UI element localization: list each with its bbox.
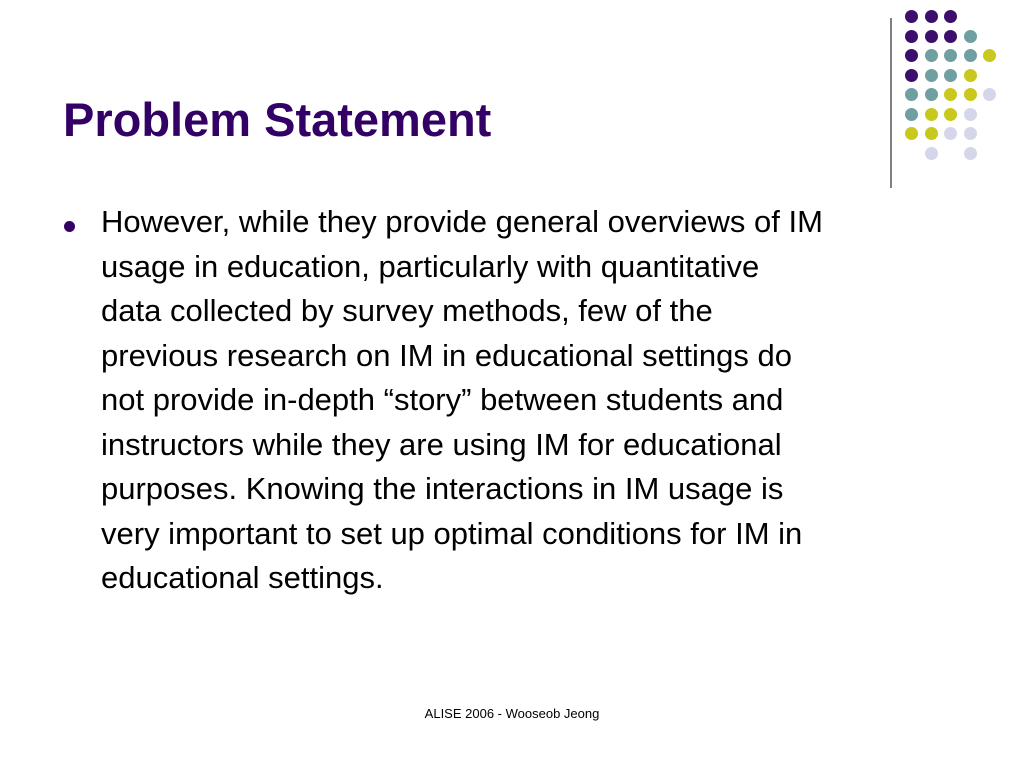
decorative-dot-icon [925,49,938,62]
decorative-dot-icon [905,88,918,101]
decorative-dot-icon [925,147,938,160]
title-divider-line [890,18,892,188]
decorative-dot-icon [944,10,957,23]
slide-title: Problem Statement [63,93,492,146]
bullet-line: very important to set up optimal conditions for IM in [101,515,803,551]
decorative-dot-icon [944,30,957,43]
decorative-dot-icon [905,49,918,62]
decorative-dot-icon [964,108,977,121]
decorative-dot-icon [905,10,918,23]
decorative-dot-icon [925,108,938,121]
decorative-dot-icon [905,30,918,43]
bullet-icon [64,221,75,232]
decorative-dot-icon [964,127,977,140]
bullet-line: educational settings. [101,560,384,595]
decorative-dot-icon [944,69,957,82]
decorative-dot-grid [905,10,1005,170]
decorative-dot-icon [944,88,957,101]
slide-footer: ALISE 2006 - Wooseob Jeong [424,706,600,721]
decorative-dot-icon [905,108,918,121]
decorative-dot-icon [925,10,938,23]
decorative-dot-icon [944,127,957,140]
decorative-dot-icon [964,88,977,101]
bullet-line: usage in education, particularly with quantitative [101,248,760,284]
decorative-dot-icon [905,69,918,82]
bullet-line: However, while they provide general overviews of IM [101,204,823,239]
bullet-line: previous research on IM in educational settings do [101,337,793,373]
decorative-dot-icon [964,30,977,43]
decorative-dot-icon [905,127,918,140]
bullet-line: purposes. Knowing the interactions in IM usage is [101,471,784,506]
decorative-dot-icon [944,108,957,121]
bullet-text [101,200,981,601]
decorative-dot-icon [964,49,977,62]
decorative-dot-icon [925,127,938,140]
decorative-dot-icon [964,69,977,82]
bullet-line: not provide in-depth “story” between students and [101,382,784,417]
decorative-dot-icon [944,49,957,62]
decorative-dot-icon [983,88,996,101]
decorative-dot-icon [964,147,977,160]
bullet-line: data collected by survey methods, few of the [101,293,713,328]
decorative-dot-icon [925,88,938,101]
decorative-dot-icon [925,30,938,43]
decorative-dot-icon [983,49,996,62]
decorative-dot-icon [925,69,938,82]
bullet-line: instructors while they are using IM for educational [101,426,782,462]
